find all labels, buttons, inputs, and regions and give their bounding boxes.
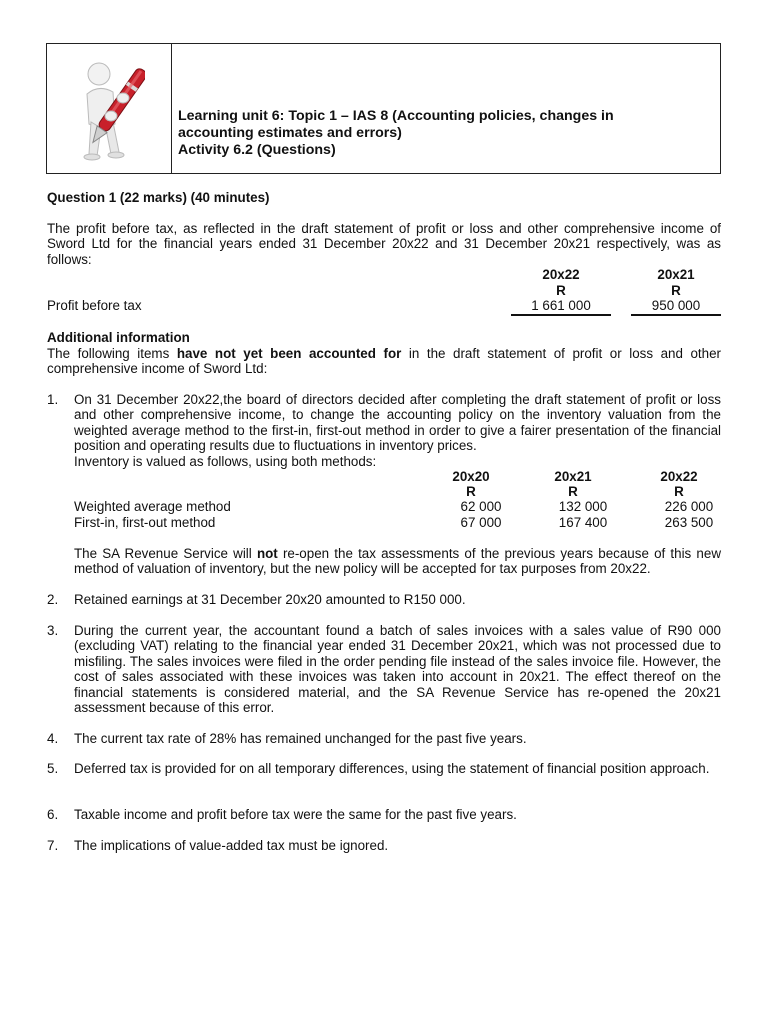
item-4-number: 4. — [47, 731, 59, 746]
person-with-pen-icon — [77, 58, 145, 162]
item-7-number: 7. — [47, 838, 59, 853]
profit-col1-unit: R — [556, 283, 566, 298]
question-intro: The profit before tax, as reflected in the draft statement of profit or loss and other comprehensive income of Sword Ltd for the financial years ended 31 December 20x22 and 31 December 20x21 respectively, was as follows: — [47, 221, 721, 267]
item-1-number: 1. — [47, 392, 59, 407]
item-3-number: 3. — [47, 623, 59, 638]
item-1-subtext: Inventory is valued as follows, using both methods: — [74, 454, 377, 469]
item-1-tax-note — [74, 546, 721, 577]
page-title — [178, 108, 714, 159]
inv-year-3: 20x22 — [660, 469, 698, 484]
profit-col2-underline — [631, 314, 721, 316]
item-1-tax-post: re-open the tax assessments of the previous years because of this new method of valuation of inventory, but the new policy will be accepted for tax purposes from 20x22. — [74, 546, 721, 577]
item-1-tax-pre: The SA Revenue Service will — [74, 546, 257, 561]
item-1-tax-bold: not — [256, 546, 278, 561]
inv-year-2: 20x21 — [554, 469, 592, 484]
header-box — [46, 43, 721, 174]
title-line-2: accounting estimates and errors) — [178, 125, 402, 141]
profit-row-label: Profit before tax — [47, 298, 142, 313]
title-line-1: Learning unit 6: Topic 1 – IAS 8 (Accounting policies, changes in — [178, 108, 614, 124]
additional-intro — [47, 346, 721, 377]
item-6-number: 6. — [47, 807, 59, 822]
item-2-text: Retained earnings at 31 December 20x20 amounted to R150 000. — [74, 592, 466, 607]
profit-col1-value: 1 661 000 — [531, 298, 591, 313]
profit-col1-underline — [511, 314, 611, 316]
profit-col2-value: 950 000 — [651, 298, 701, 313]
item-1-text: On 31 December 20x22,the board of directors decided after completing the draft statement of profit or loss and other comprehensive income, to change the accounting policy on the inventory valuation from the weighted average method to the first-in, first-out method in order to give a fairer presentation of the financial position and operating results due to fluctuations in inventory prices. — [74, 392, 721, 454]
item-5-number: 5. — [47, 761, 59, 776]
inv-row-1-label: Weighted average method — [74, 499, 231, 514]
additional-heading: Additional information — [47, 330, 190, 345]
inv-row-2-value-2: 167 400 — [558, 515, 608, 530]
question-heading: Question 1 (22 marks) (40 minutes) — [47, 190, 270, 205]
additional-intro-post: in the draft statement of profit or loss and other comprehensive income of Sword Ltd: — [47, 346, 721, 377]
inv-row-2-value-3: 263 500 — [664, 515, 714, 530]
inv-year-1: 20x20 — [452, 469, 490, 484]
inv-row-2-label: First-in, first-out method — [74, 515, 216, 530]
inv-row-1-value-3: 226 000 — [664, 499, 714, 514]
item-3-text: During the current year, the accountant found a batch of sales invoices with a sales value of R90 000 (excluding VAT) relating to the financial year ended 31 December 20x21, which was not processed due to misfiling. The sales invoices were filed in the order pending file instead of the sales invoice file. However, the cost of sales associated with these invoices was taken into account in 20x21. The effect thereof on the financial statements is considered material, and the SA Revenue Service has re-opened the 20x21 assessment because of this error. — [74, 623, 721, 716]
inv-row-2-value-1: 67 000 — [460, 515, 502, 530]
profit-col2-unit: R — [671, 283, 681, 298]
title-line-3: Activity 6.2 (Questions) — [178, 142, 336, 158]
item-2-number: 2. — [47, 592, 59, 607]
inv-unit-1: R — [466, 484, 476, 499]
item-6-text: Taxable income and profit before tax were the same for the past five years. — [74, 807, 517, 822]
item-5-text: Deferred tax is provided for on all temporary differences, using the statement of financial position approach. — [74, 761, 710, 776]
item-7-text: The implications of value-added tax must be ignored. — [74, 838, 389, 853]
profit-col2-year: 20x21 — [657, 267, 695, 282]
inv-unit-3: R — [674, 484, 684, 499]
additional-intro-pre: The following items — [47, 346, 177, 361]
inv-row-1-value-1: 62 000 — [460, 499, 502, 514]
inv-row-1-value-2: 132 000 — [558, 499, 608, 514]
header-divider — [171, 44, 172, 173]
profit-col1-year: 20x22 — [542, 267, 580, 282]
inv-unit-2: R — [568, 484, 578, 499]
item-4-text: The current tax rate of 28% has remained unchanged for the past five years. — [74, 731, 527, 746]
additional-intro-bold: have not yet been accounted for — [176, 346, 402, 361]
